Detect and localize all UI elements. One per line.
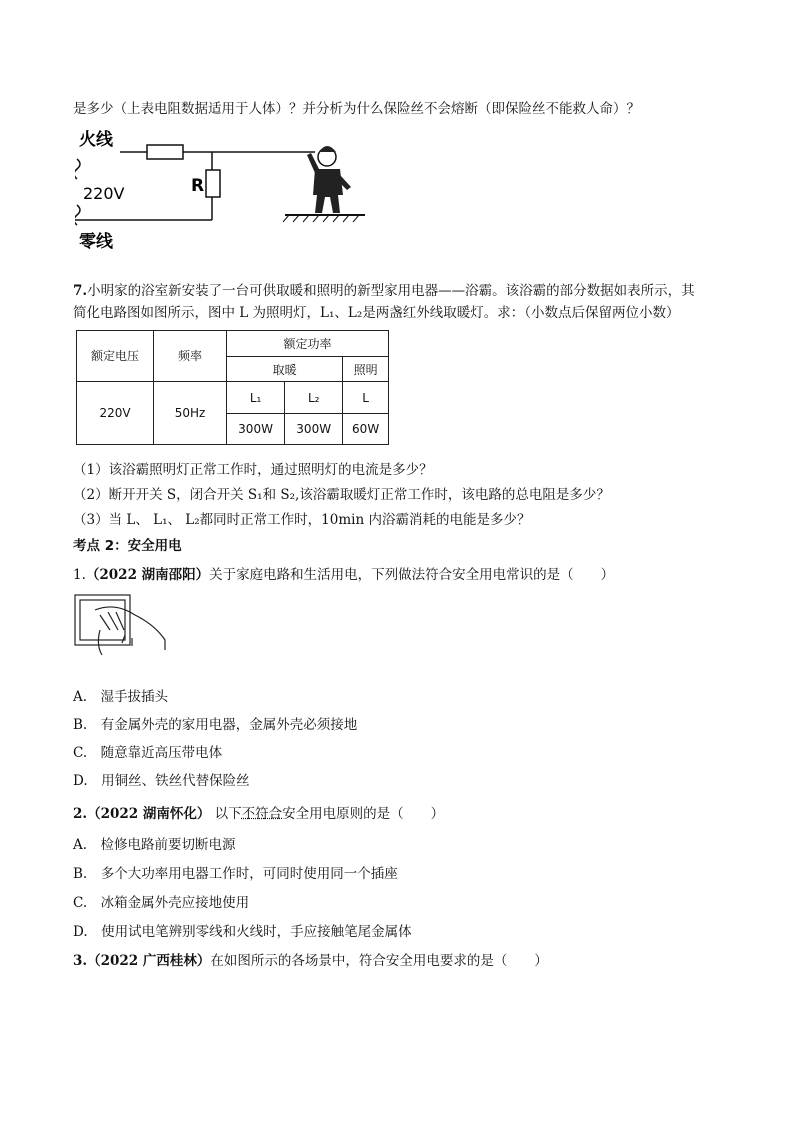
header-lighting: 照明 [343,357,389,381]
q1-option-c: C. 随意靠近高压带电体 [73,745,223,761]
q1-option-a: A. 湿手拔插头 [73,689,169,705]
circuit-diagram [75,125,375,255]
spec-table [76,330,389,445]
q2-option-d: D. 使用试电笔辨别零线和火线时，手应接触笔尾金属体 [73,924,412,940]
neutral-line-label: 零线 [79,232,113,252]
q2-stem: 2.（2022 湖南怀化） 以下不符合安全用电原则的是（ ） [73,806,445,822]
question-text-tail: 是多少（上表电阻数据适用于人体）？并分析为什么保险丝不会熔断（即保险丝不能救人命）？ [73,101,640,117]
q3-stem: 3.（2022 广西桂林）在如图所示的各场景中，符合安全用电要求的是（ ） [73,953,548,969]
cell-l2: L₂ [285,381,343,414]
header-frequency: 频率 [154,331,227,382]
q7-number: 7. [73,283,88,299]
q1-source: （2022 湖南邵阳） [85,567,210,583]
header-voltage: 额定电压 [77,331,154,382]
q2-source: （2022 湖南怀化） [87,806,211,822]
q7-sub2: （2）断开开关 S，闭合开关 S₁和 S₂,该浴霸取暖灯正常工作时，该电路的总电阻是多少？ [73,487,610,503]
header-heating: 取暖 [227,357,343,381]
header-power: 额定功率 [227,331,389,357]
q7-sub1: （1）该浴霸照明灯正常工作时，通过照明灯的电流是多少？ [73,462,433,478]
q1-option-d: D. 用铜丝、铁丝代替保险丝 [73,773,250,789]
q2-option-c: C. 冰箱金属外壳应接地使用 [73,895,250,911]
q2-option-b: B. 多个大功率用电器工作时，可同时使用同一个插座 [73,866,398,882]
q7-sub3: （3）当 L、 L₁、 L₂都同时正常工作时，10min 内浴霸消耗的电能是多少？ [73,512,531,528]
q2-option-a: A. 检修电路前要切断电源 [73,837,236,853]
person-illustration [307,146,351,213]
cell-p2: 300W [285,414,343,445]
wet-hand-plug-illustration [70,590,170,660]
q7-stem-line2: 简化电路图如图所示，图中 L 为照明灯，L₁、L₂是两盏红外线取暖灯。求：（小数点后保留两位小数） [73,305,680,321]
q3-source: （2022 广西桂林） [87,953,211,969]
voltage-label: 220V [83,184,125,203]
cell-l: L [343,381,389,414]
cell-p3: 60W [343,414,389,445]
q2-emphasis: 不符合 [241,806,283,822]
fire-line-label: 火线 [79,130,113,150]
q7-stem-line1: 7.小明家的浴室新安装了一台可供取暖和照明的新型家用电器——浴霸。该浴霸的部分数据如表所示，其 [73,283,695,299]
q1-stem: 1.（2022 湖南邵阳）关于家庭电路和生活用电，下列做法符合安全用电常识的是（ ） [73,567,615,583]
section-title: 考点 2：安全用电 [73,538,182,554]
cell-frequency: 50Hz [154,381,227,444]
q1-option-b: B. 有金属外壳的家用电器，金属外壳必须接地 [73,717,358,733]
resistor-label: R [191,176,205,196]
cell-l1: L₁ [227,381,285,414]
cell-p1: 300W [227,414,285,445]
cell-voltage: 220V [77,381,154,444]
